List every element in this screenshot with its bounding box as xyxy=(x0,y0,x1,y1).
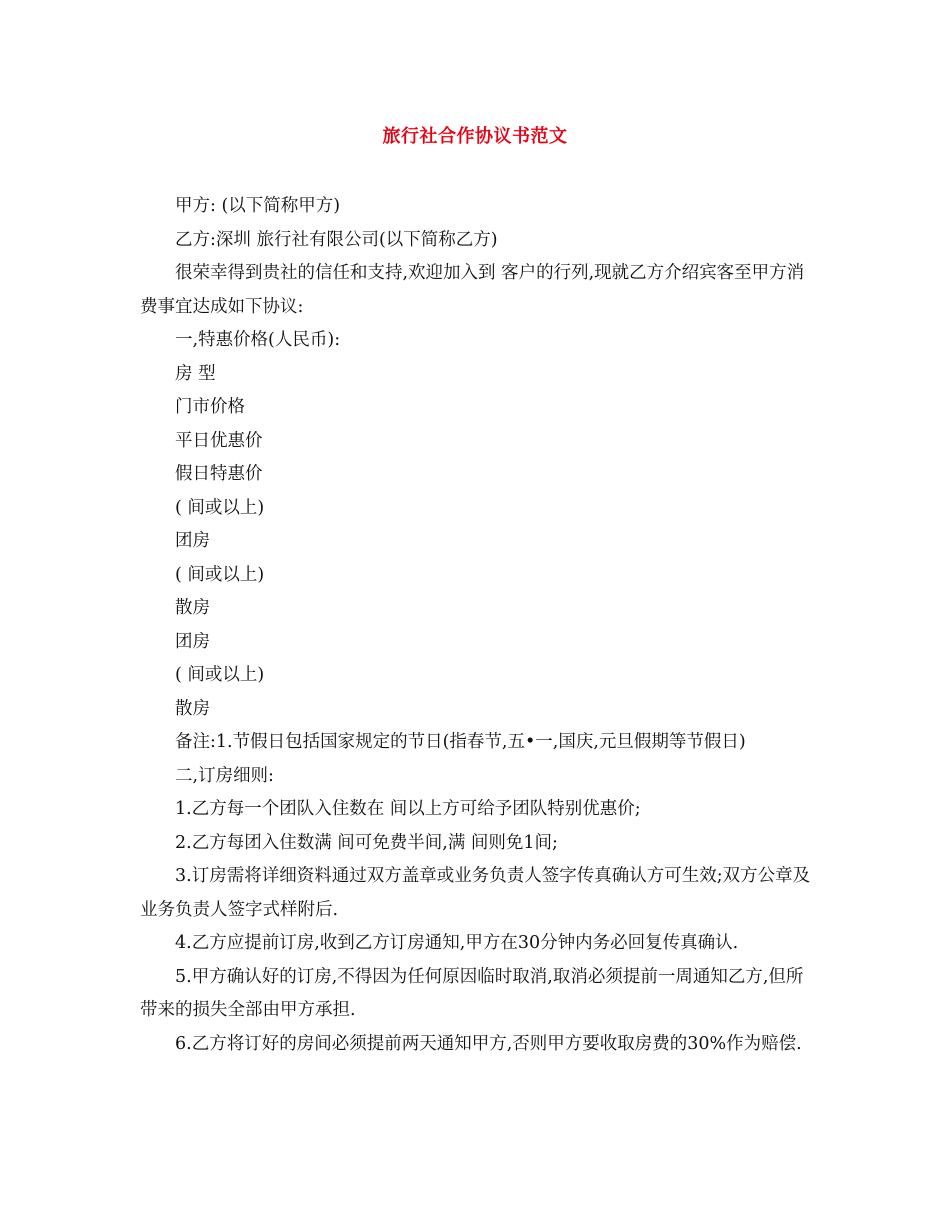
paragraph: 3.订房需将详细资料通过双方盖章或业务负责人签字传真确认方可生效;双方公章及业务负责人签字式样附后. xyxy=(140,866,811,920)
paragraph: 假日特惠价 xyxy=(175,464,263,484)
paragraph: 一,特惠价格(人民币): xyxy=(175,330,341,350)
paragraph: 房 型 xyxy=(175,363,216,384)
paragraph: 4.乙方应提前订房,收到乙方订房通知,甲方在30分钟内务必回复传真确认. xyxy=(175,933,739,953)
paragraph: ( 间或以上) xyxy=(175,665,265,685)
document-body xyxy=(140,190,815,1061)
paragraph: 门市价格 xyxy=(175,397,245,417)
paragraph: ( 间或以上) xyxy=(175,497,265,518)
paragraph: 平日优惠价 xyxy=(175,430,263,451)
paragraph: 甲方: (以下简称甲方) xyxy=(175,196,341,216)
paragraph: 团房 xyxy=(175,531,210,551)
paragraph: ( 间或以上) xyxy=(175,564,265,585)
paragraph: 二,订房细则: xyxy=(175,765,274,786)
paragraph: 散房 xyxy=(175,598,210,618)
paragraph: 2.乙方每团入住数满 间可免费半间,满 间则免1间; xyxy=(175,832,558,853)
paragraph: 乙方:深圳 旅行社有限公司(以下简称乙方) xyxy=(175,229,498,250)
paragraph: 6.乙方将订好的房间必须提前两天通知甲方,否则甲方要收取房费的30%作为赔偿. xyxy=(175,1033,802,1054)
paragraph: 团房 xyxy=(175,631,210,652)
paragraph: 备注:1.节假日包括国家规定的节日(指春节,五•一,国庆,元旦假期等节假日) xyxy=(175,732,746,752)
paragraph: 散房 xyxy=(175,698,210,719)
paragraph: 5.甲方确认好的订房,不得因为任何原因临时取消,取消必须提前一周通知乙方,但所带来的损失全部由甲方承担. xyxy=(140,966,804,1020)
document-title: 旅行社合作协议书范文 xyxy=(382,126,568,147)
paragraph: 很荣幸得到贵社的信任和支持,欢迎加入到 客户的行列,现就乙方介绍宾客至甲方消费事宜达成如下协议: xyxy=(140,263,805,317)
paragraph: 1.乙方每一个团队入住数在 间以上方可给予团队特别优惠价; xyxy=(175,799,641,819)
